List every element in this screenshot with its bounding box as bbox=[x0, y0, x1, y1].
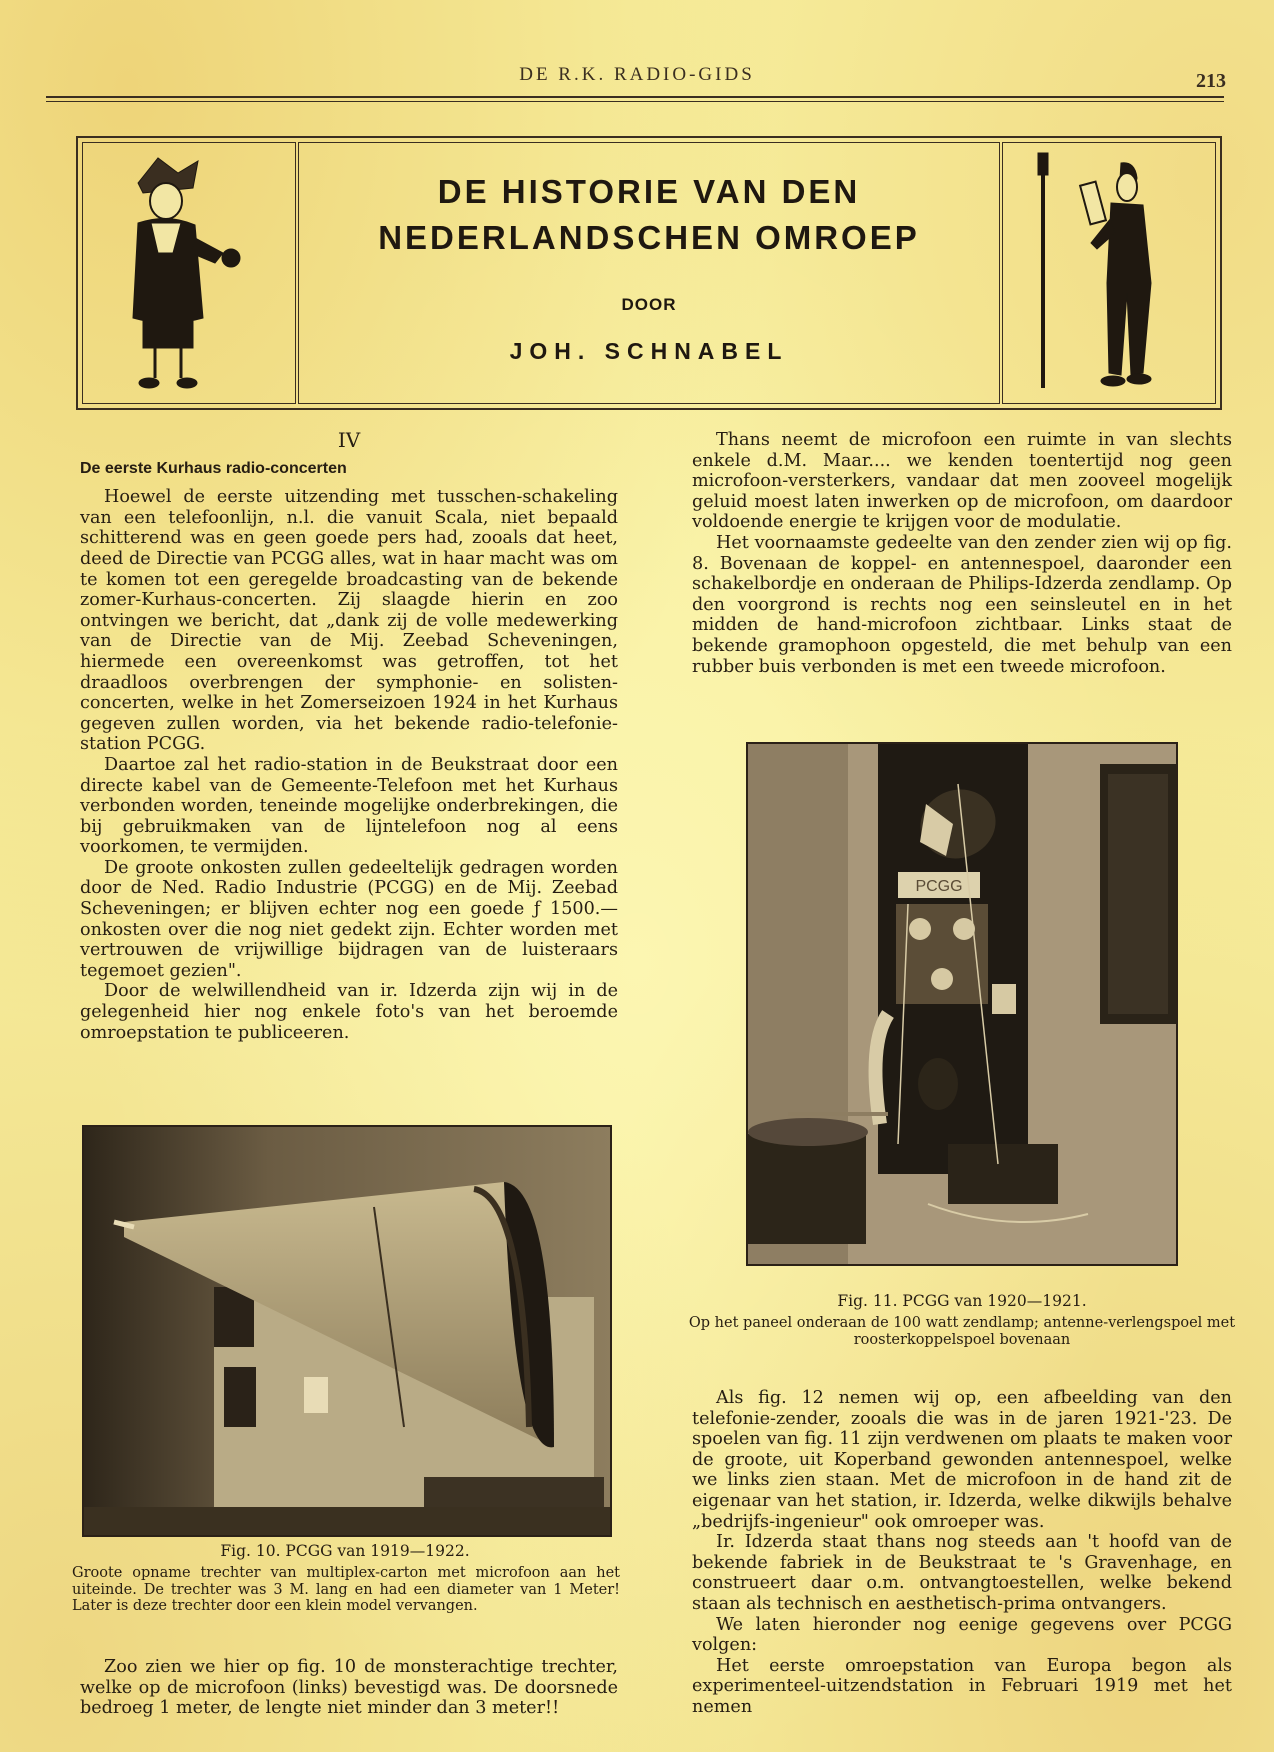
right-column-bottom bbox=[692, 1388, 1232, 1718]
paragraph: Het voornaamste gedeelte van den zender zien wij op fig. 8. Bovenaan de koppel- en antennespoel, daaronder een schakelbordje en onderaan de Philips-Idzerda zendlamp. Op den voorgrond is rechts nog een seinsleutel en in het midden de hand-microfoon zichtbaar. Links staat de bekende gramophoon opgesteld, die met behulp van een rubber buis verbonden is met een tweede microfoon. bbox=[692, 532, 1232, 677]
paragraph: Hoewel de eerste uitzending met tusschen-schakeling van een telefoonlijn, n.l. die vanuit Scala, niet bepaald schitterend was en geen goede pers had, zooals dat heet, deed de Directie van PCGG alles, wat in haar macht was om te komen tot een geregelde broadcasting van de bekende zomer-Kurhaus-concerten. Zij slaagde hierin en zoo ontvingen we bericht, dat „dank zij de volle medewerking van de Directie van de Mij. Zeebad Scheveningen, hiermede een overeenkomst was getroffen, tot het draadloos overbrengen der symphonie- en solisten-concerten, welke in het Zomerseizoen 1924 in het Kurhaus gegeven zullen worden, via het bekende radio-telefonie-station PCGG. bbox=[80, 487, 618, 755]
banner-title-line-2: NEDERLANDSCHEN OMROEP bbox=[378, 219, 920, 256]
paragraph: Daartoe zal het radio-station in de Beukstraat door een directe kabel van de Gemeente-Telefoon met het Kurhaus verbonden worden, teneinde mogelijke onderbrekingen, die bij gebruikmaken van de lijntelefoon nog al eens voorkomen, te vermijden. bbox=[80, 754, 618, 858]
paragraph: We laten hieronder nog eenige gegevens over PCGG volgen: bbox=[692, 1614, 1232, 1656]
banner-left-panel bbox=[82, 142, 296, 404]
paragraph: De groote onkosten zullen gedeeltelijk gedragen worden door de Ned. Radio Industrie (PCGG) en de Mij. Zeebad Scheveningen; er blijven echter nog een goede ƒ 1500.— onkosten over die nog niet gedekt zijn. Echter worden met vertrouwen de vrijwillige bijdragen van de luisteraars tegemoet gezien". bbox=[80, 857, 618, 981]
announcer-with-microphone-icon bbox=[1003, 143, 1215, 401]
figure-11-caption: Op het paneel onderaan de 100 watt zendlamp; antenne-verlengspoel met roosterkoppelspoel bovenaan bbox=[688, 1315, 1236, 1348]
header-rule-thin bbox=[46, 101, 1224, 102]
recording-horn-icon bbox=[84, 1127, 610, 1535]
banner-author: JOH. SCHNABEL bbox=[509, 338, 789, 364]
header-rule bbox=[46, 96, 1224, 98]
transmitter-panel-icon bbox=[748, 744, 1176, 1264]
figure-10-photo bbox=[82, 1125, 612, 1537]
banner-by: DOOR bbox=[621, 295, 677, 314]
figure-11-photo bbox=[746, 742, 1178, 1266]
section-heading: De eerste Kurhaus radio-concerten bbox=[80, 459, 347, 477]
herald-with-bell-icon bbox=[83, 143, 295, 401]
figure-10-caption: Groote opname trechter van multiplex-carton met microfoon aan het uiteinde. De trechter was 3 M. lang en had een diameter van 1 Meter! Later is deze trechter door een klein model vervangen. bbox=[72, 1565, 620, 1614]
right-column-top bbox=[692, 430, 1232, 677]
figure-10-title: Fig. 10. PCGG van 1919—1922. bbox=[220, 1542, 470, 1560]
section-number: IV bbox=[337, 428, 361, 452]
paragraph: Zoo zien we hier op fig. 10 de monsterachtige trechter, welke op de microfoon (links) bevestigd was. De doorsnede bedroeg 1 meter, de lengte niet minder dan 3 meter!! bbox=[80, 1657, 618, 1719]
banner-title-line-1: DE HISTORIE VAN DEN bbox=[437, 173, 861, 210]
paragraph: Thans neemt de microfoon een ruimte in van slechts enkele d.M. Maar.... we kenden toentertijd nog geen microfoon-versterkers, vandaar dat men zooveel mogelijk geluid moest laten inwerken op de microfoon, om daardoor voldoende energie te krijgen voor de modulatie. bbox=[692, 430, 1232, 533]
banner-title-panel bbox=[298, 142, 1000, 404]
left-column-bottom bbox=[80, 1657, 618, 1719]
running-title: DE R.K. RADIO-GIDS bbox=[519, 64, 755, 85]
paragraph: Ir. Idzerda staat thans nog steeds aan 't hoofd van de bekende fabriek in de Beukstraat te 's Gravenhage, en construeert daar o.m. ontvangtoestellen, welke bekend staan als technisch en aesthetisch-prima ontvangers. bbox=[692, 1532, 1232, 1614]
paragraph: Door de welwillendheid van ir. Idzerda zijn wij in de gelegenheid hier nog enkele foto's van het beroemde omroepstation te publiceeren. bbox=[80, 981, 618, 1043]
figure-11-title: Fig. 11. PCGG van 1920—1921. bbox=[837, 1292, 1087, 1310]
paragraph: Als fig. 12 nemen wij op, een afbeelding van den telefonie-zender, zooals die was in de jaren 1921-'23. De spoelen van fig. 11 zijn verdwenen om plaats te maken voor de groote, uit Koperband gewonden antennespoel, welke we links zien staan. Met de microfoon in de hand zit de eigenaar van het station, ir. Idzerda, welke dikwijls behalve „bedrijfs-ingenieur" ook omroeper was. bbox=[692, 1388, 1232, 1532]
banner-right-panel bbox=[1002, 142, 1216, 404]
left-column bbox=[80, 430, 618, 1043]
title-banner bbox=[76, 136, 1222, 410]
paragraph: Het eerste omroepstation van Europa begon als experimenteel-uitzendstation in Februari 1919 met het nemen bbox=[692, 1655, 1232, 1717]
page-number: 213 bbox=[1196, 70, 1226, 92]
pcgg-sign-text: PCGG bbox=[915, 878, 963, 895]
